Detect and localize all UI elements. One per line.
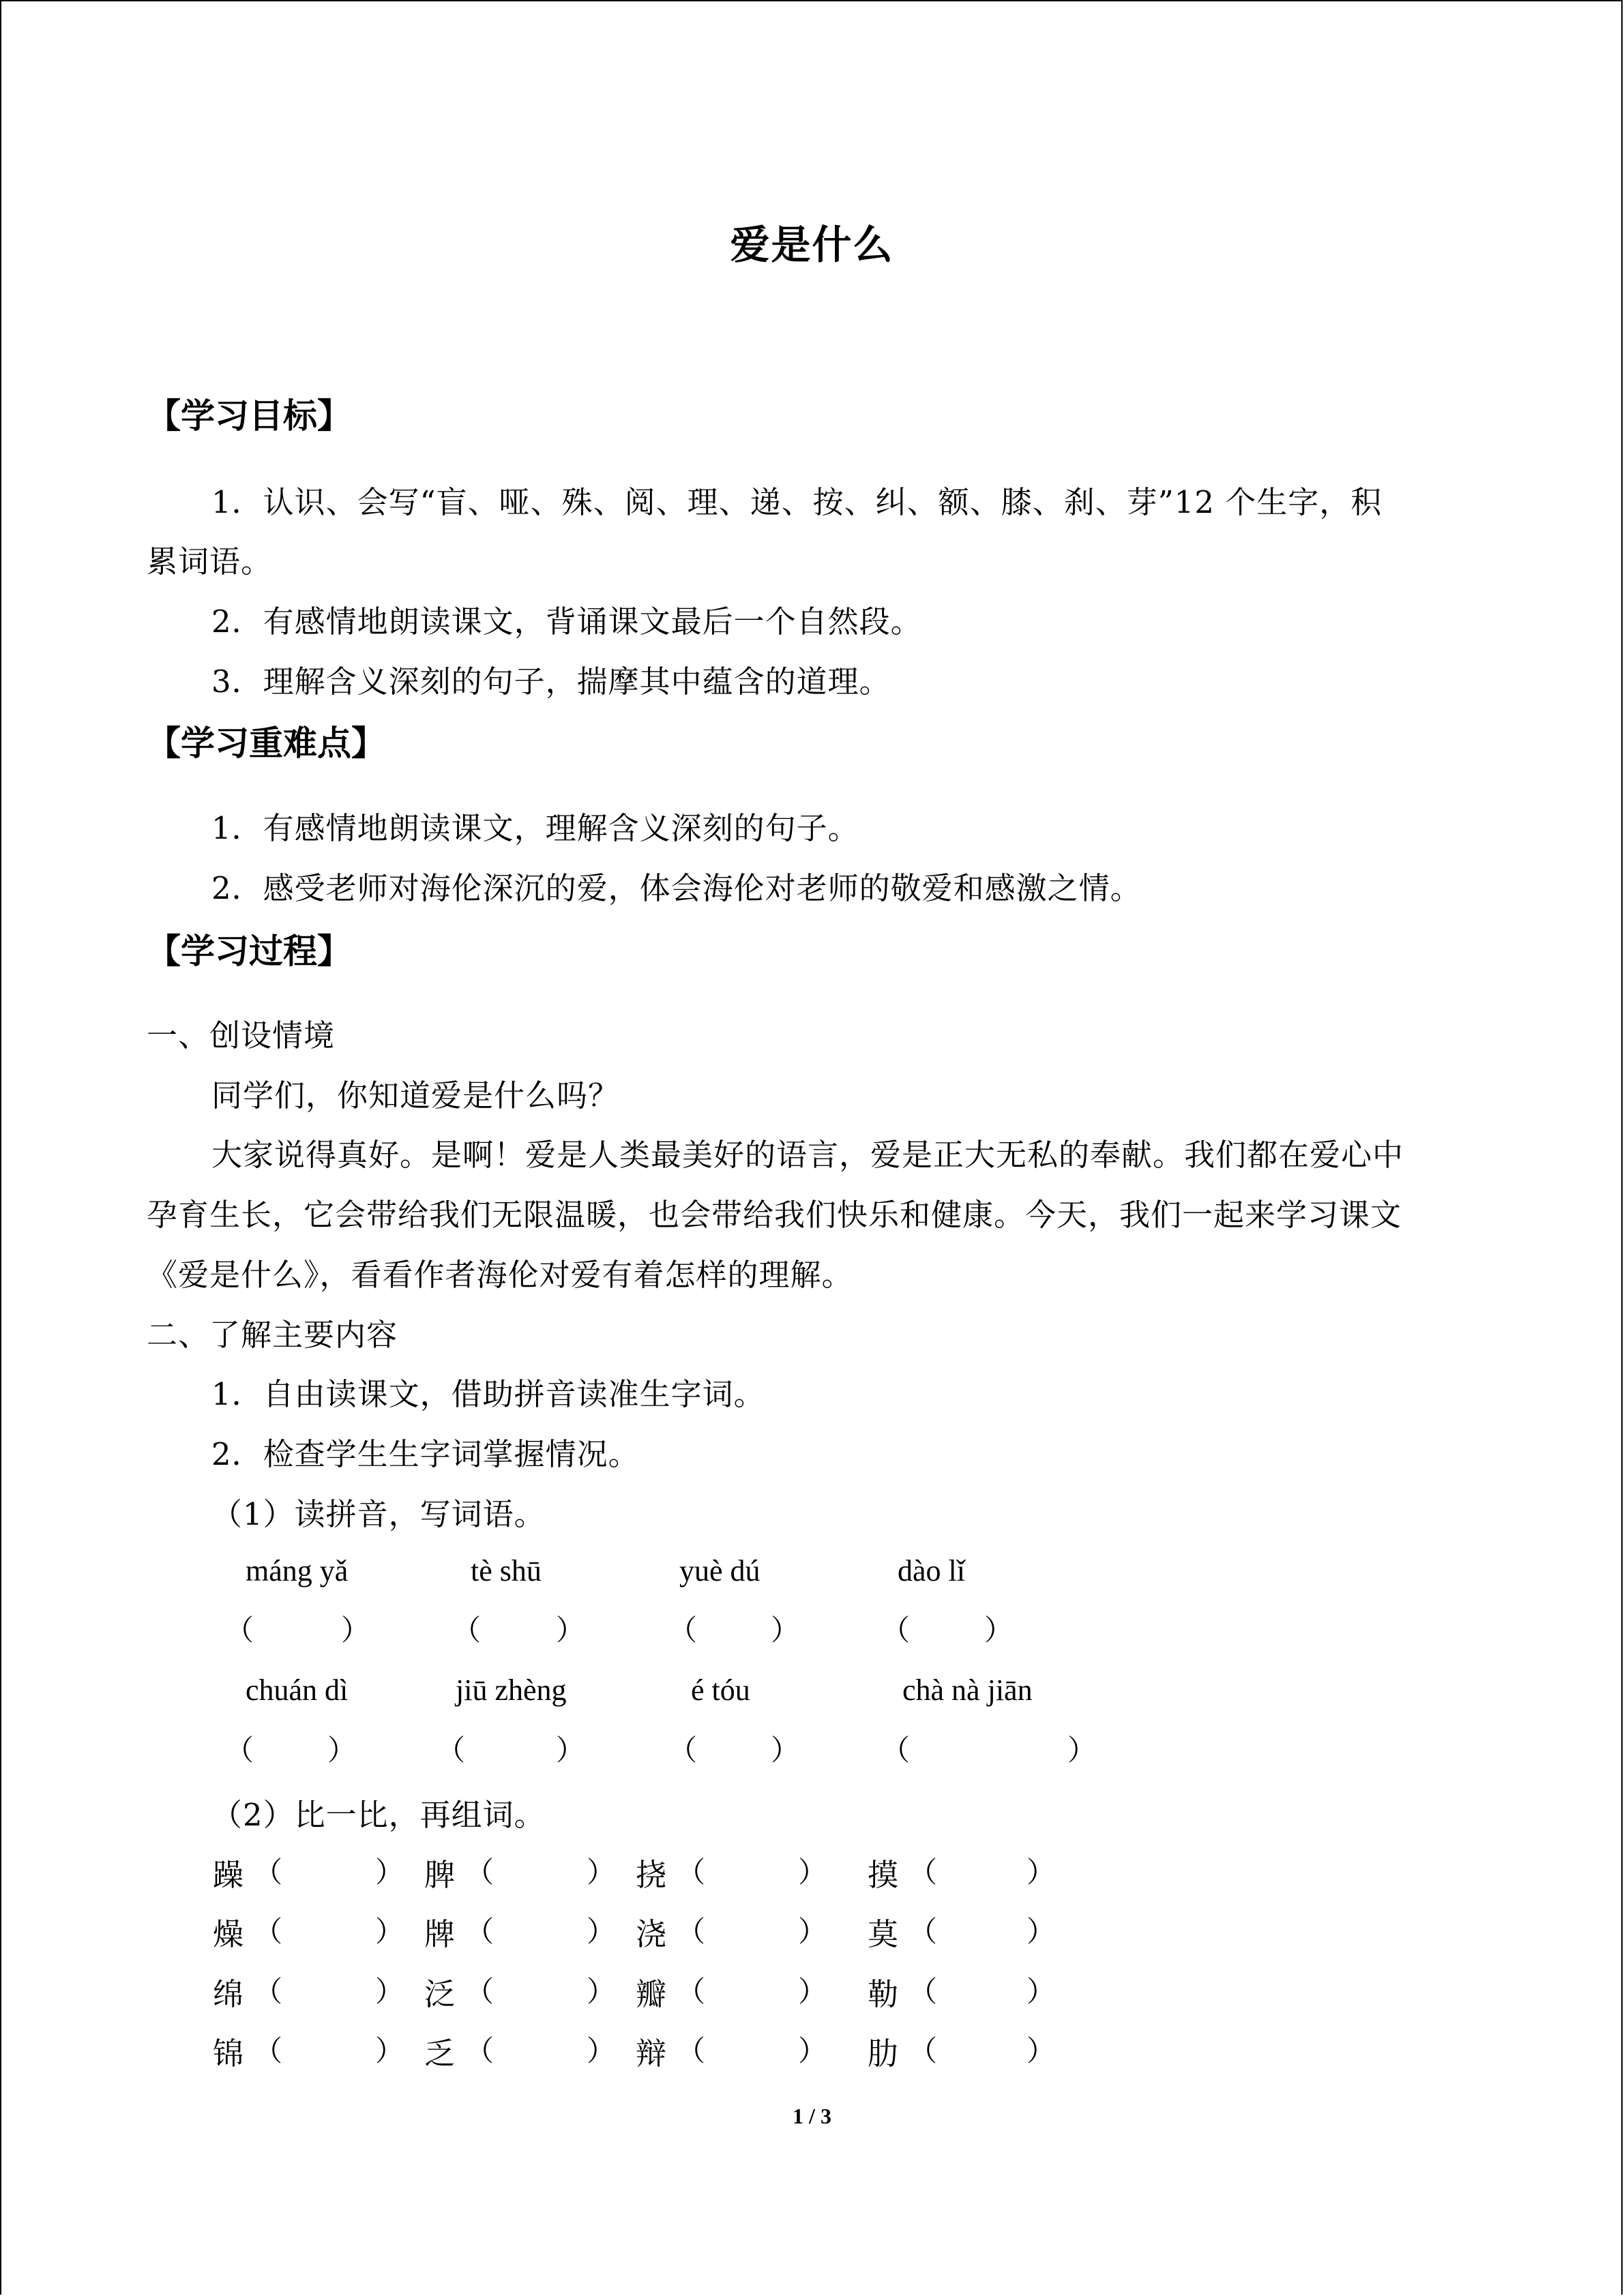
answer-blank-open: （ (254, 2034, 283, 2068)
answer-blank-close: ） (771, 1613, 800, 1647)
goal-item-1-line-1: 1．认识、会写“盲、哑、殊、阅、理、递、按、纠、额、膝、刹、芽”12 个生字，积 (211, 484, 1383, 520)
pinyin-item: é tóu (691, 1673, 750, 1707)
section-heading-key-points: 【学习重难点】 (147, 724, 385, 763)
compare-char: 牌 (424, 1916, 456, 1952)
pinyin-item: tè shū (471, 1554, 542, 1587)
pinyin-item: dào lǐ (898, 1554, 965, 1587)
answer-blank-open: （ (677, 1855, 706, 1889)
answer-blank-close: ） (798, 1855, 827, 1889)
pinyin-item: chuán dì (246, 1673, 349, 1707)
answer-blank-close: ） (375, 1915, 404, 1948)
compare-char: 绵 (213, 1976, 244, 2012)
answer-blank-close: ） (587, 1975, 616, 2008)
part2-heading: 二、了解主要内容 (147, 1317, 398, 1353)
answer-blank-open: （ (465, 1855, 494, 1889)
pinyin-item: jiū zhèng (456, 1673, 567, 1707)
answer-blank-open: （ (677, 1975, 706, 2008)
answer-blank-open: （ (881, 1613, 911, 1647)
answer-blank-close: ） (798, 2034, 827, 2068)
part1-paragraph-2-line-3: 《爱是什么》，看看作者海伦对爱有着怎样的理解。 (147, 1257, 853, 1293)
answer-blank-open: （ (677, 2034, 706, 2068)
answer-blank-open: （ (909, 2034, 938, 2068)
compare-char: 肋 (868, 2036, 899, 2072)
compare-char: 挠 (636, 1857, 667, 1893)
answer-blank-close: ） (556, 1613, 585, 1647)
pinyin-item: máng yǎ (246, 1554, 349, 1587)
section-heading-process: 【学习过程】 (147, 931, 351, 971)
page-number: 1 / 3 (793, 2104, 831, 2128)
compare-char: 泛 (424, 1976, 456, 2012)
answer-blank-open: （ (668, 1613, 698, 1647)
answer-blank-close: ） (375, 2034, 404, 2068)
part2-item-1: 1．自由读课文，借助拼音读准生字词。 (211, 1376, 765, 1412)
compare-char: 摸 (868, 1857, 899, 1893)
key-point-2: 2．感受老师对海伦深沉的爱，体会海伦对老师的敬爱和感激之情。 (211, 870, 1142, 906)
answer-blank-close: ） (798, 1915, 827, 1948)
answer-blank-close: ） (1027, 2034, 1056, 2068)
goal-item-2: 2．有感情地朗读课文，背诵课文最后一个自然段。 (211, 603, 922, 640)
goal-item-3: 3．理解含义深刻的句子，揣摩其中蕴含的道理。 (211, 664, 891, 700)
answer-blank-open: （ (254, 1975, 283, 2008)
section-heading-goals: 【学习目标】 (147, 396, 351, 436)
key-point-1: 1．有感情地朗读课文，理解含义深刻的句子。 (211, 810, 859, 846)
answer-blank-open: （ (465, 1975, 494, 2008)
pinyin-item: yuè dú (679, 1554, 761, 1587)
answer-blank-close: ） (984, 1613, 1014, 1647)
answer-blank-close: ） (327, 1733, 357, 1767)
answer-blank-open: （ (254, 1915, 283, 1948)
answer-blank-open: （ (677, 1915, 706, 1948)
answer-blank-open: （ (225, 1613, 254, 1647)
answer-blank-close: ） (375, 1975, 404, 2008)
answer-blank-close: ） (798, 1975, 827, 2008)
answer-blank-close: ） (1027, 1855, 1056, 1889)
answer-blank-close: ） (771, 1733, 800, 1767)
answer-blank-close: ） (587, 2034, 616, 2068)
part1-heading: 一、创设情境 (147, 1017, 336, 1054)
answer-blank-open: （ (225, 1733, 254, 1767)
answer-blank-open: （ (909, 1915, 938, 1948)
compare-char: 燥 (213, 1916, 244, 1952)
answer-blank-close: ） (587, 1855, 616, 1889)
answer-blank-open: （ (437, 1733, 466, 1767)
compare-char: 锦 (213, 2036, 244, 2072)
compare-char: 浇 (636, 1916, 667, 1952)
answer-blank-open: （ (668, 1733, 698, 1767)
answer-blank-close: ） (1027, 1915, 1056, 1948)
answer-blank-open: （ (465, 2034, 494, 2068)
compare-char: 乏 (424, 2036, 456, 2072)
answer-blank-open: （ (909, 1855, 938, 1889)
exercise-2-label: （2）比一比，再组词。 (211, 1797, 546, 1833)
pinyin-item: chà nà jiān (902, 1673, 1033, 1707)
answer-blank-close: ） (341, 1613, 370, 1647)
compare-char: 辩 (636, 2036, 667, 2072)
compare-char: 躁 (213, 1857, 244, 1893)
part2-item-2: 2．检查学生生字词掌握情况。 (211, 1436, 640, 1472)
answer-blank-close: ） (556, 1733, 585, 1767)
part1-paragraph-2-line-1: 大家说得真好。是啊！爱是人类最美好的语言，爱是正大无私的奉献。我们都在爱心中 (211, 1137, 1404, 1173)
page-title: 爱是什么 (730, 222, 894, 268)
answer-blank-close: ） (1027, 1975, 1056, 2008)
answer-blank-close: ） (587, 1915, 616, 1948)
part1-paragraph-2-line-2: 孕育生长，它会带给我们无限温暖，也会带给我们快乐和健康。今天，我们一起来学习课文 (147, 1197, 1402, 1233)
answer-blank-open: （ (254, 1855, 283, 1889)
compare-char: 瓣 (636, 1976, 667, 2012)
answer-blank-close: ） (375, 1855, 404, 1889)
answer-blank-open: （ (881, 1733, 911, 1767)
compare-char: 勒 (868, 1976, 899, 2012)
exercise-1-label: （1）读拼音，写词语。 (211, 1496, 546, 1532)
part1-paragraph-1: 同学们，你知道爱是什么吗？ (211, 1077, 620, 1114)
compare-char: 脾 (424, 1857, 456, 1893)
answer-blank-open: （ (465, 1915, 494, 1948)
goal-item-1-line-2: 累词语。 (147, 543, 273, 580)
answer-blank-close: ） (1067, 1733, 1097, 1767)
answer-blank-open: （ (452, 1613, 482, 1647)
compare-char: 莫 (868, 1916, 899, 1952)
answer-blank-open: （ (909, 1975, 938, 2008)
